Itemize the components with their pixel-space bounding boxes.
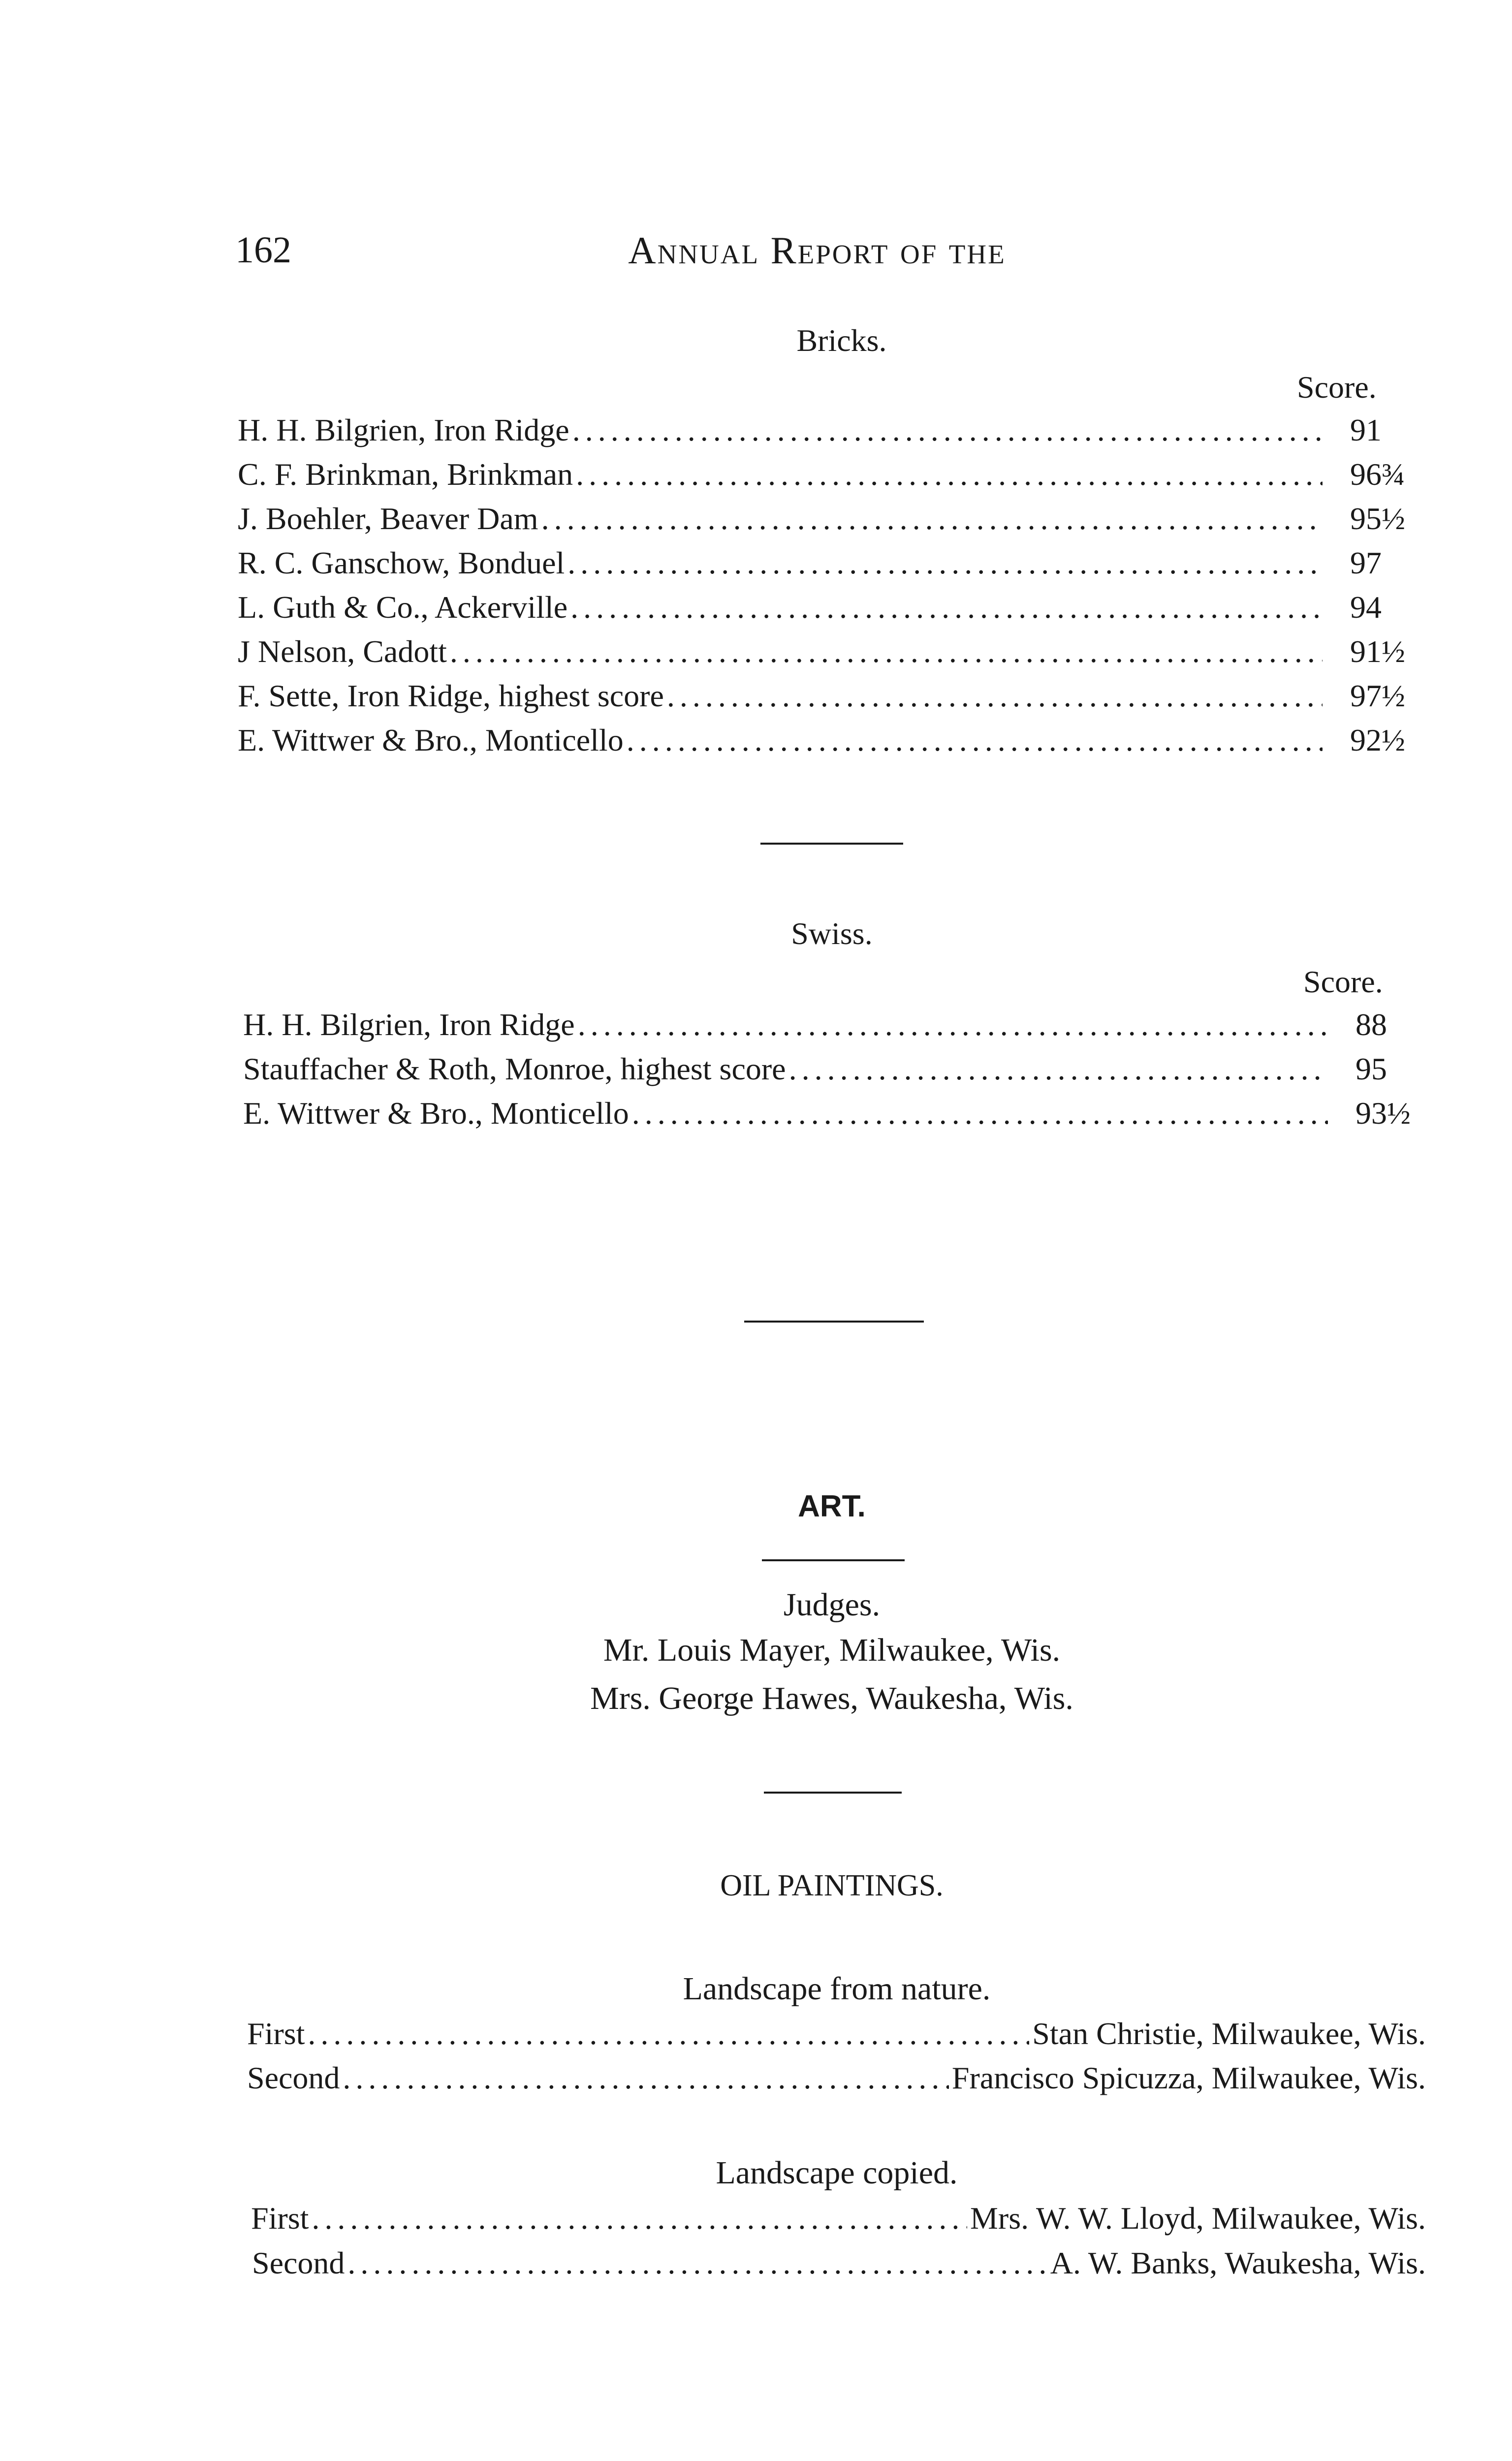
leader-dots <box>789 1053 1328 1085</box>
swiss-row <box>243 1053 1424 1085</box>
leader-dots <box>450 636 1323 667</box>
section-divider <box>764 1792 902 1794</box>
award-place: Second <box>252 2245 345 2280</box>
running-title: Annual Report of the <box>628 229 1006 272</box>
bricks-score-label: Score. <box>1297 370 1377 405</box>
entrant-name: H. H. Bilgrien, Iron Ridge <box>243 1007 575 1042</box>
bricks-row <box>238 636 1419 667</box>
bricks-row <box>238 414 1419 446</box>
entrant-name: R. C. Ganschow, Bonduel <box>238 545 565 580</box>
score-value: 91 <box>1350 412 1382 447</box>
award-row <box>247 2062 1426 2094</box>
bricks-row <box>238 547 1419 579</box>
entrant-name: E. Wittwer & Bro., Monticello <box>238 723 624 757</box>
score-value: 93½ <box>1355 1096 1411 1131</box>
judge-name: Mrs. George Hawes, Waukesha, Wis. <box>590 1680 1073 1716</box>
leader-dots <box>576 459 1323 490</box>
bricks-row <box>238 725 1419 756</box>
entrant-name: J. Boehler, Beaver Dam <box>238 501 538 536</box>
score-value: 96¾ <box>1350 457 1405 492</box>
award-row <box>251 2203 1426 2234</box>
award-winner: Mrs. W. W. Lloyd, Milwaukee, Wis. <box>970 2201 1426 2236</box>
score-value: 94 <box>1350 590 1382 625</box>
leader-dots <box>627 725 1323 756</box>
judge-name: Mr. Louis Mayer, Milwaukee, Wis. <box>603 1632 1061 1668</box>
entrant-name: F. Sette, Iron Ridge, highest score <box>238 678 664 713</box>
entrant-name: H. H. Bilgrien, Iron Ridge <box>238 412 569 447</box>
award-winner: Francisco Spicuzza, Milwaukee, Wis. <box>951 2060 1426 2095</box>
award-winner: A. W. Banks, Waukesha, Wis. <box>1050 2245 1426 2280</box>
entrant-name: J Nelson, Cadott <box>238 634 447 669</box>
entrant-name: L. Guth & Co., Ackerville <box>238 590 568 625</box>
score-value: 97½ <box>1350 678 1405 713</box>
award-row <box>247 2018 1426 2050</box>
leader-dots <box>570 592 1323 623</box>
leader-dots <box>312 2203 967 2234</box>
swiss-row <box>243 1009 1424 1041</box>
entrant-name: Stauffacher & Roth, Monroe, highest score <box>243 1051 786 1086</box>
judges-heading: Judges. <box>783 1587 881 1623</box>
bricks-row <box>238 459 1419 490</box>
leader-dots <box>572 414 1323 446</box>
bricks-row <box>238 592 1419 623</box>
page-number: 162 <box>235 229 291 271</box>
award-place: First <box>251 2201 309 2236</box>
leader-dots <box>347 2247 1047 2279</box>
swiss-heading: Swiss. <box>791 916 873 951</box>
leader-dots <box>567 547 1323 579</box>
swiss-row <box>243 1098 1424 1129</box>
leader-dots <box>343 2062 949 2094</box>
score-value: 97 <box>1350 545 1382 580</box>
section-divider <box>760 843 903 845</box>
leader-dots <box>632 1098 1328 1129</box>
score-value: 95½ <box>1350 501 1405 536</box>
leader-dots <box>578 1009 1328 1041</box>
leader-dots <box>308 2018 1029 2050</box>
score-value: 88 <box>1355 1007 1387 1042</box>
award-place: First <box>247 2016 305 2051</box>
leader-dots <box>667 680 1323 712</box>
score-value: 91½ <box>1350 634 1405 669</box>
bricks-row <box>238 680 1419 712</box>
bricks-heading: Bricks. <box>796 323 887 358</box>
award-winner: Stan Christie, Milwaukee, Wis. <box>1032 2016 1426 2051</box>
score-value: 95 <box>1355 1051 1387 1086</box>
oil-paintings-heading: OIL PAINTINGS. <box>720 1869 944 1902</box>
entrant-name: C. F. Brinkman, Brinkman <box>238 457 573 492</box>
swiss-score-label: Score. <box>1303 964 1383 999</box>
award-row <box>252 2247 1426 2279</box>
award-category-title: Landscape copied. <box>716 2155 958 2191</box>
art-heading: ART. <box>798 1489 866 1523</box>
section-divider <box>744 1321 924 1323</box>
entrant-name: E. Wittwer & Bro., Monticello <box>243 1096 629 1131</box>
bricks-row <box>238 503 1419 535</box>
art-divider <box>762 1559 905 1561</box>
leader-dots <box>541 503 1323 535</box>
award-place: Second <box>247 2060 340 2095</box>
award-category-title: Landscape from nature. <box>683 1971 991 2007</box>
score-value: 92½ <box>1350 723 1405 757</box>
